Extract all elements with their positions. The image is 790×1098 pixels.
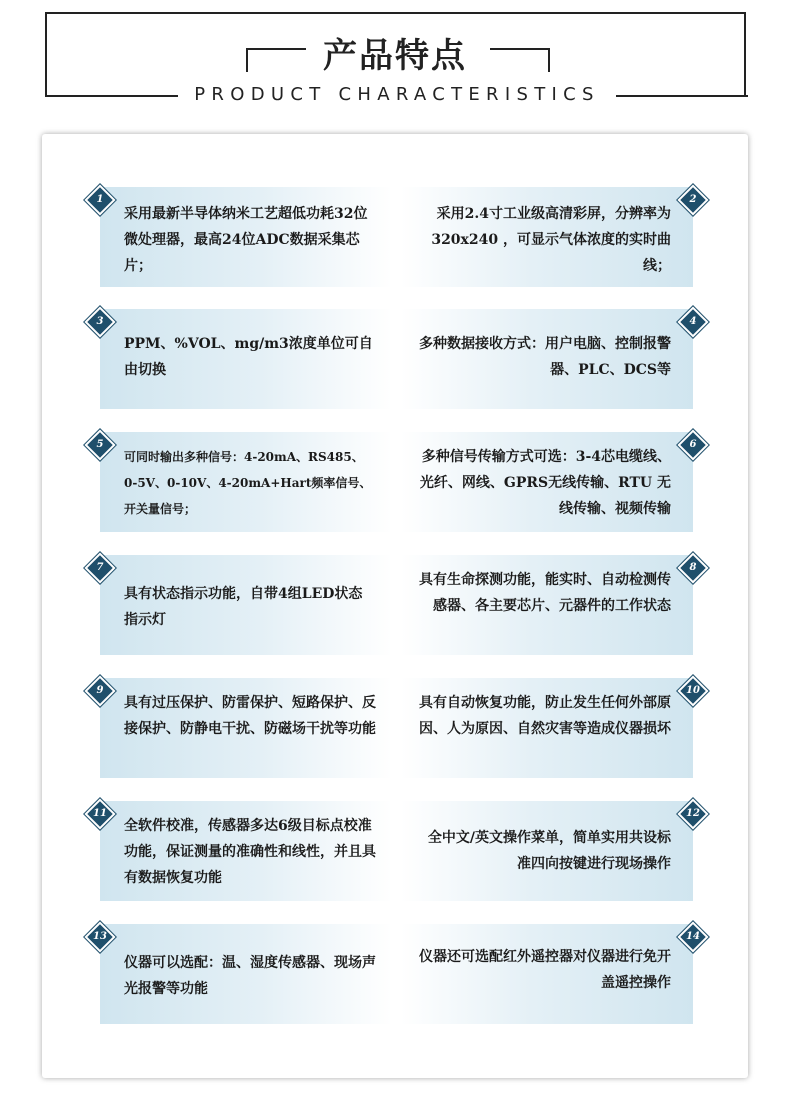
feature-number: 11 (93, 808, 107, 819)
feature-card (100, 924, 392, 1024)
feature-number: 6 (689, 439, 697, 450)
feature-text: 全软件校准，传感器多达6级目标点校准功能，保证测量的准确性和线性，并且具有数据恢复功能 (124, 818, 376, 886)
feature-card (100, 801, 392, 901)
feature-card (100, 555, 392, 655)
feature-text: PPM、%VOL、mg/m3浓度单位可自由切换 (124, 336, 373, 378)
feature-text: 具有过压保护、防雷保护、短路保护、反接保护、防静电干扰、防磁场干扰等功能 (124, 695, 376, 737)
feature-card (100, 432, 392, 532)
feature-number: 14 (686, 931, 700, 942)
feature-card (401, 187, 693, 287)
feature-card (401, 801, 693, 901)
subtitle-line-right (616, 95, 748, 97)
feature-text: 全中文/英文操作菜单，简单实用共设标准四向按键进行现场操作 (427, 830, 671, 872)
feature-card (401, 678, 693, 778)
subtitle-line-left (45, 95, 178, 97)
feature-text: 具有生命探测功能，能实时、自动检测传感器、各主要芯片、元器件的工作状态 (419, 572, 671, 614)
feature-text: 可同时输出多种信号：4-20mA、RS485、0-5V、0-10V、4-20mA+Hart频率信号、开关量信号； (124, 450, 372, 516)
feature-text: 多种数据接收方式：用户电脑、控制报警器、PLC、DCS等 (419, 336, 671, 378)
feature-text: 具有自动恢复功能，防止发生任何外部原因、人为原因、自然灾害等造成仪器损坏 (419, 695, 671, 737)
feature-text: 具有状态指示功能，自带4组LED状态指示灯 (124, 586, 363, 628)
feature-number: 10 (686, 685, 700, 696)
feature-text: 仪器还可选配红外遥控器对仪器进行免开盖遥控操作 (419, 949, 671, 991)
feature-text: 采用最新半导体纳米工艺超低功耗32位微处理器，最高24位ADC数据采集芯片； (124, 206, 368, 274)
feature-card (401, 432, 693, 532)
feature-text: 仪器可以选配：温、湿度传感器、现场声光报警等功能 (124, 955, 376, 997)
feature-number: 13 (93, 931, 107, 942)
feature-number: 3 (96, 316, 104, 327)
feature-text: 多种信号传输方式可选：3-4芯电缆线、光纤、网线、GPRS无线传输、RTU 无线传输、视频传输 (419, 449, 671, 517)
page-subtitle: PRODUCT CHARACTERISTICS (178, 84, 616, 106)
feature-number: 5 (96, 439, 104, 450)
feature-number: 7 (96, 562, 104, 573)
feature-number: 1 (96, 194, 104, 205)
feature-number: 2 (689, 194, 697, 205)
feature-text: 采用2.4寸工业级高清彩屏，分辨率为320x240 ，可显示气体浓度的实时曲线； (431, 206, 671, 274)
feature-card (401, 555, 693, 655)
feature-number: 8 (689, 562, 697, 573)
feature-card (401, 309, 693, 409)
feature-number: 12 (686, 808, 700, 819)
feature-number: 9 (96, 685, 104, 696)
feature-number: 4 (689, 316, 697, 327)
feature-card (100, 678, 392, 778)
feature-card (401, 924, 693, 1024)
feature-card (100, 309, 392, 409)
page-title: 产品特点 (323, 36, 467, 76)
feature-card (100, 187, 392, 287)
